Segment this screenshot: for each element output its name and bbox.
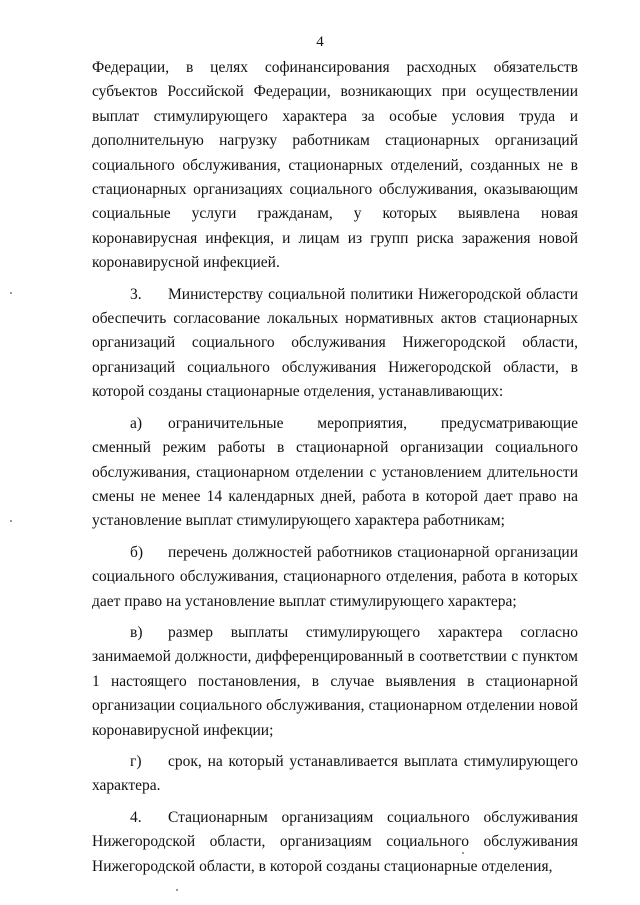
scan-speck bbox=[462, 852, 464, 854]
paragraph-text: Федерации, в целях софинансирования расходных обязательств субъектов Российской Федерации, возникающих при осуществлении выплат стимулирующего характера за особые условия труда и дополнительную нагрузку работникам стационарных организаций социального обслуживания, стационарных отделений, созданных не в стационарных организациях социального обслуживания, оказывающим социальные услуги гражданам, у которых выявлена новая коронавирусная инфекция, и лицам из групп риска заражения новой коронавирусной инфекцией. bbox=[92, 59, 578, 272]
paragraph-text: Стационарным организациям социального обслуживания Нижегородской области, организациям социального обслуживания Нижегородской области, в которой созданы стационарные отделения, bbox=[92, 808, 578, 875]
paragraph-item-4 bbox=[92, 806, 578, 879]
subitem-marker: г) bbox=[130, 752, 142, 770]
subitem-text: ограничительные мероприятия, предусматривающие сменный режим работы в стационарной организации социального обслуживания, стационарном отделении с установлением длительности смены не менее 14 календарных дней, работа в которой дает право на установление выплат стимулирующего характера работникам; bbox=[92, 414, 578, 530]
subitem-v bbox=[92, 621, 578, 743]
paragraph-marker: 4. bbox=[130, 808, 142, 826]
subitem-marker: б) bbox=[130, 543, 144, 561]
paragraph-marker: 3. bbox=[130, 285, 142, 303]
subitem-b bbox=[92, 541, 578, 614]
scan-speck bbox=[10, 520, 12, 522]
scan-speck bbox=[10, 292, 12, 294]
subitem-text: перечень должностей работников стационарной организации социального обслуживания, стационарного отделения, работа в которых дает право на установление выплат стимулирующего характера; bbox=[92, 543, 578, 610]
paragraph-text: Министерству социальной политики Нижегородской области обеспечить согласование локальных нормативных актов стационарных организаций социального обслуживания Нижегородской области, организаций социального обслуживания Нижегородской области, в которой созданы стационарные отделения, устанавливающих: bbox=[92, 285, 578, 401]
paragraph-continuation bbox=[92, 56, 578, 276]
subitem-marker: а) bbox=[130, 414, 143, 432]
page-number: 4 bbox=[316, 34, 324, 50]
subitem-g bbox=[92, 750, 578, 799]
paragraph-item-3 bbox=[92, 283, 578, 405]
subitem-text: срок, на который устанавливается выплата стимулирующего характера. bbox=[92, 752, 578, 795]
scan-speck bbox=[176, 889, 178, 891]
document-body bbox=[92, 56, 578, 879]
subitem-text: размер выплаты стимулирующего характера согласно занимаемой должности, дифференцированный в соответствии с пунктом 1 настоящего постановления, в случае выявления в стационарной организации социального обслуживания, стационарном отделении новой коронавирусной инфекции; bbox=[92, 623, 578, 739]
subitem-a bbox=[92, 412, 578, 534]
subitem-marker: в) bbox=[130, 623, 143, 641]
